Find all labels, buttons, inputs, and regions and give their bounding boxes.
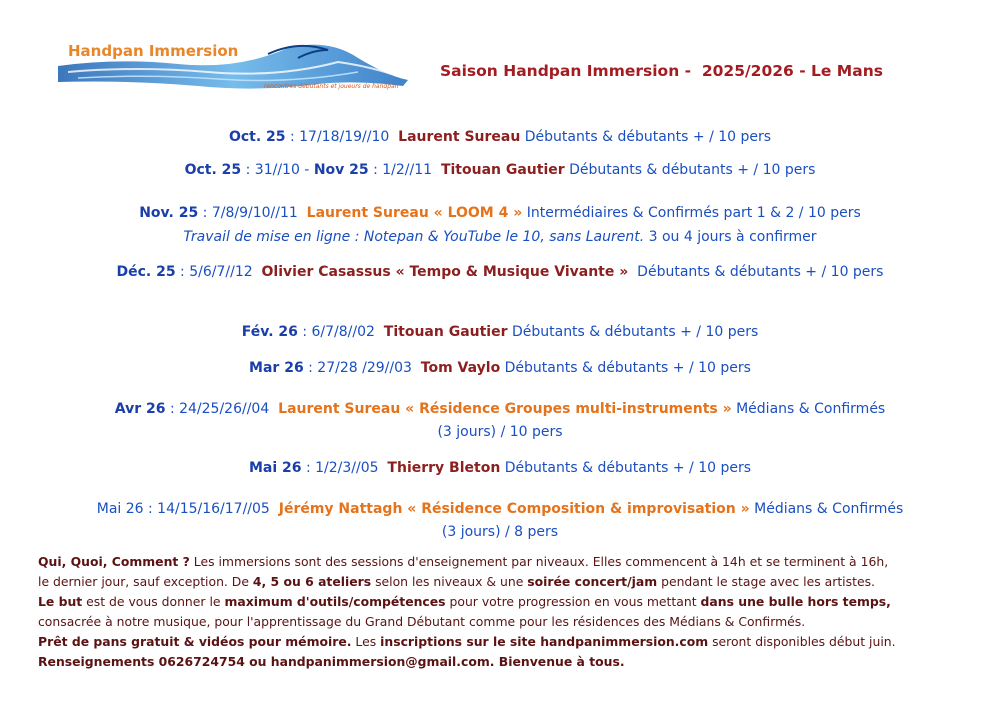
schedule-row — [0, 203, 1000, 224]
artist: Olivier Casassus « Tempo & Musique Vivante » — [261, 264, 629, 280]
schedule-row-continuation — [0, 422, 1000, 443]
dates: : 6/7/8//02 — [297, 324, 384, 340]
artist: Laurent Sureau « LOOM 4 » — [306, 205, 523, 221]
date-label: Mai 26 — [96, 501, 144, 517]
info-bold: dans une bulle hors temps, — [700, 594, 891, 609]
info-text: est de vous donner le — [82, 594, 225, 609]
schedule-row-continuation — [0, 522, 1000, 543]
info-text: Les — [351, 634, 381, 649]
info-bold: Renseignements 0626724754 ou handpanimmersion@gmail.com. Bienvenue à tous. — [38, 654, 625, 669]
schedule-row — [0, 399, 1000, 420]
info-text: seront disponibles début juin. — [708, 634, 896, 649]
level: Médians & Confirmés — [749, 501, 904, 517]
dates: : 7/8/9/10//11 — [198, 205, 307, 221]
info-text: le dernier jour, sauf exception. De — [38, 574, 253, 589]
level: Intermédiaires & Confirmés part 1 & 2 / 10 pers — [522, 205, 861, 221]
date-label: Oct. 25 — [184, 162, 242, 178]
artist: Laurent Sureau — [398, 129, 521, 145]
info-bold: Prêt de pans gratuit & vidéos pour mémoire. — [38, 634, 352, 649]
info-line — [38, 632, 978, 652]
dates-2: : 1/2//11 — [368, 162, 441, 178]
dates: : 14/15/16/17//05 — [143, 501, 279, 517]
level-2: (3 jours) / 8 pers — [441, 524, 559, 540]
dates: : 24/25/26//04 — [165, 401, 279, 417]
level: Débutants & débutants + / 10 pers — [628, 264, 884, 280]
info-bold: Qui, Quoi, Comment ? — [38, 554, 190, 569]
note: 3 ou 4 jours à confirmer — [644, 229, 817, 245]
level: Débutants & débutants + / 10 pers — [500, 360, 751, 376]
dates: : 31//10 - — [241, 162, 314, 178]
level: Médians & Confirmés — [731, 401, 886, 417]
artist: Thierry Bleton — [387, 460, 501, 476]
schedule-row — [0, 262, 1000, 283]
schedule-row — [0, 358, 1000, 379]
level: Débutants & débutants + / 10 pers — [500, 460, 752, 476]
level: Débutants & débutants + / 10 pers — [507, 324, 759, 340]
date-label: Déc. 25 — [116, 264, 176, 280]
info-bold: maximum d'outils/compétences — [224, 594, 446, 609]
dates: : 17/18/19//10 — [285, 129, 399, 145]
schedule-row — [0, 127, 1000, 148]
dates: : 27/28 /29//03 — [303, 360, 421, 376]
dates: : 1/2/3//05 — [301, 460, 388, 476]
date-label: Oct. 25 — [228, 129, 286, 145]
note-italic: Travail de mise en ligne : Notepan & YouTube le 10, sans Laurent. — [183, 229, 645, 245]
info-bold: Le but — [38, 594, 83, 609]
date-label: Mar 26 — [249, 360, 304, 376]
date-label: Mai 26 — [248, 460, 302, 476]
schedule-row — [0, 458, 1000, 479]
info-line — [38, 592, 978, 612]
level: Débutants & débutants + / 10 pers — [564, 162, 816, 178]
date-label-2: Nov 25 — [313, 162, 369, 178]
level-2: (3 jours) / 10 pers — [437, 424, 563, 440]
info-bold: 4, 5 ou 6 ateliers — [252, 574, 372, 589]
schedule-row — [0, 160, 1000, 181]
info-text: selon les niveaux & une — [371, 574, 528, 589]
level: Débutants & débutants + / 10 pers — [520, 129, 772, 145]
artist: Tom Vaylo — [420, 360, 501, 376]
info-text: Les immersions sont des sessions d'enseignement par niveaux. Elles commencent à 14h et se terminent à 16h, — [189, 554, 889, 569]
artist: Jérémy Nattagh « Résidence Composition & improvisation » — [278, 501, 750, 517]
schedule-row — [0, 499, 1000, 520]
artist: Titouan Gautier — [383, 324, 508, 340]
logo-tagline: rencontres débutants et joueurs de handpan — [264, 83, 399, 90]
info-block — [38, 552, 978, 672]
info-bold: inscriptions sur le site handpanimmersion.com — [380, 634, 709, 649]
season-title: Saison Handpan Immersion - 2025/2026 - Le Mans — [440, 62, 883, 80]
info-bold: soirée concert/jam — [527, 574, 658, 589]
schedule-note — [0, 227, 1000, 248]
info-line — [38, 652, 978, 672]
logo — [58, 36, 418, 98]
logo-title: Handpan Immersion — [68, 42, 239, 60]
date-label: Fév. 26 — [241, 324, 298, 340]
dates: : 5/6/7//12 — [175, 264, 262, 280]
date-label: Avr 26 — [114, 401, 166, 417]
artist: Laurent Sureau « Résidence Groupes multi-instruments » — [278, 401, 732, 417]
info-text: pour votre progression en vous mettant — [445, 594, 701, 609]
info-text: pendant le stage avec les artistes. — [657, 574, 875, 589]
artist: Titouan Gautier — [440, 162, 565, 178]
info-line: consacrée à notre musique, pour l'apprentissage du Grand Débutant comme pour les résidences des Médians & Confirmés. — [38, 614, 806, 629]
info-line — [38, 572, 978, 592]
info-line — [38, 552, 978, 572]
schedule-row — [0, 322, 1000, 343]
date-label: Nov. 25 — [139, 205, 199, 221]
